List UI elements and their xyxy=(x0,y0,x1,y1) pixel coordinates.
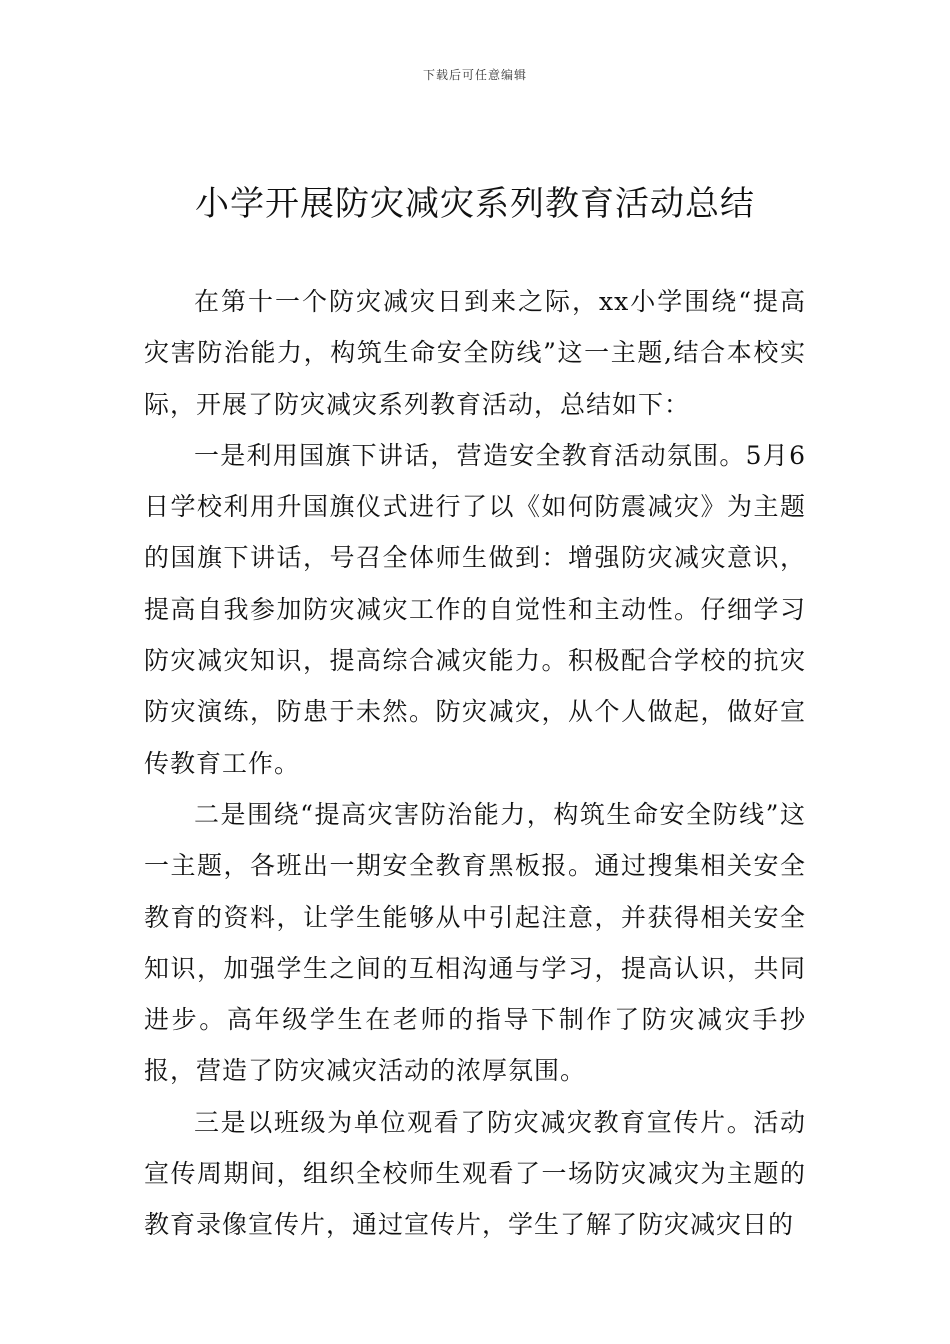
paragraph-intro: 在第十一个防灾减灾日到来之际，xx小学围绕“提高灾害防治能力，构筑生命安全防线”这一主题,结合本校实际，开展了防灾减灾系列教育活动，总结如下： xyxy=(144,287,806,419)
document-body xyxy=(144,276,806,1251)
paragraph-item-2: 二是围绕“提高灾害防治能力，构筑生命安全防线”这一主题，各班出一期安全教育黑板报。通过搜集相关安全教育的资料，让学生能够从中引起注意，并获得相关安全知识，加强学生之间的互相沟通与学习，提高认识，共同进步。高年级学生在老师的指导下制作了防灾减灾手抄报，营造了防灾减灾活动的浓厚氛围。 xyxy=(144,799,806,1086)
header-note: 下载后可任意编辑 xyxy=(422,68,527,82)
paragraph-item-1: 一是利用国旗下讲话，营造安全教育活动氛围。5月6日学校利用升国旗仪式进行了以《如何防震减灾》为主题的国旗下讲话，号召全体师生做到：增强防灾减灾意识，提高自我参加防灾减灾工作的自觉性和主动性。仔细学习防灾减灾知识，提高综合减灾能力。积极配合学校的抗灾防灾演练，防患于未然。防灾减灾，从个人做起，做好宣传教育工作。 xyxy=(144,440,806,778)
paragraph-item-3: 三是以班级为单位观看了防灾减灾教育宣传片。活动宣传周期间，组织全校师生观看了一场防灾减灾为主题的教育录像宣传片，通过宣传片，学生了解了防灾减灾日的 xyxy=(144,1107,806,1240)
document-title: 小学开展防灾减灾系列教育活动总结 xyxy=(195,184,755,224)
